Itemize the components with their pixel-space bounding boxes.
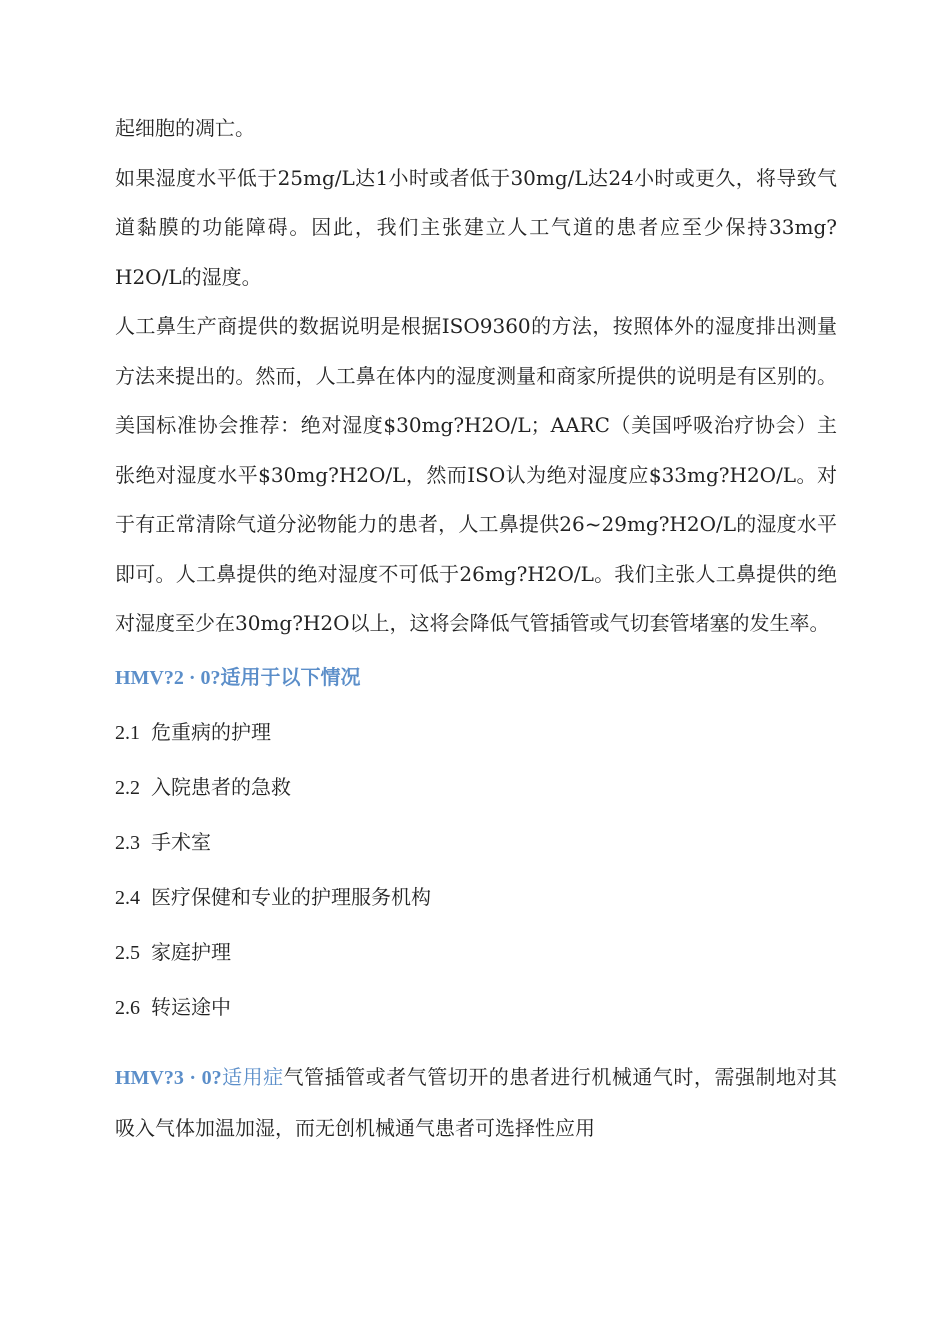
list-item-number: 2.4: [115, 887, 140, 909]
list-item-number: 2.6: [115, 997, 140, 1019]
list-item-number: 2.2: [115, 777, 140, 799]
list-item: [115, 980, 837, 1035]
list-item: [115, 925, 837, 980]
indications-prefix: HMV?3 · 0?: [115, 1067, 222, 1089]
indications-label: 适用症: [221, 1065, 284, 1089]
paragraph-indications: [115, 1053, 837, 1153]
list-item-number: 2.1: [115, 722, 140, 744]
list-item-text: 危重病的护理: [151, 720, 271, 744]
list-item-text: 医疗保健和专业的护理服务机构: [151, 885, 431, 909]
section-heading-title: 适用于以下情况: [220, 664, 361, 689]
list-item: [115, 760, 837, 815]
list-item-text: 转运途中: [151, 995, 231, 1019]
document-page: [115, 104, 837, 1153]
paragraph-hme-standards: 人工鼻生产商提供的数据说明是根据ISO9360的方法，按照体外的湿度排出测量方法来提出的。然而，人工鼻在体内的湿度测量和商家所提供的说明是有区别的。美国标准协会推荐：绝对湿度$30mg?H2O/L；AARC（美国呼吸治疗协会）主张绝对湿度水平$30mg?H2O/L，然而ISO认为绝对湿度应$33mg?H2O/L。对于有正常清除气道分泌物能力的患者，人工鼻提供26~29mg?H2O/L的湿度水平即可。人工鼻提供的绝对湿度不可低于26mg?H2O/L。我们主张人工鼻提供的绝对湿度至少在30mg?H2O以上，这将会降低气管插管或气切套管堵塞的发生率。: [115, 314, 837, 635]
paragraph-cell-apoptosis: 起细胞的凋亡。: [115, 116, 255, 140]
paragraph-humidity-threshold: 如果湿度水平低于25mg/L达1小时或者低于30mg/L达24小时或更久，将导致气道黏膜的功能障碍。因此，我们主张建立人工气道的患者应至少保持33mg?H2O/L的湿度。: [115, 165, 837, 289]
section-heading-applications: [115, 653, 837, 704]
list-item-text: 家庭护理: [151, 940, 231, 964]
list-item-number: 2.5: [115, 942, 140, 964]
list-item: [115, 705, 837, 760]
list-item-number: 2.3: [115, 832, 140, 854]
indications-body: 气管插管或者气管切开的患者进行机械通气时，需强制地对其吸入气体加温加湿，而无创机械通气患者可选择性应用: [115, 1065, 838, 1140]
list-item-text: 手术室: [151, 830, 211, 854]
list-item: [115, 870, 837, 925]
list-item-text: 入院患者的急救: [151, 775, 291, 799]
section-heading-prefix: HMV?2 · 0?: [115, 666, 221, 689]
list-item: [115, 815, 837, 870]
applications-list: [115, 705, 837, 1035]
